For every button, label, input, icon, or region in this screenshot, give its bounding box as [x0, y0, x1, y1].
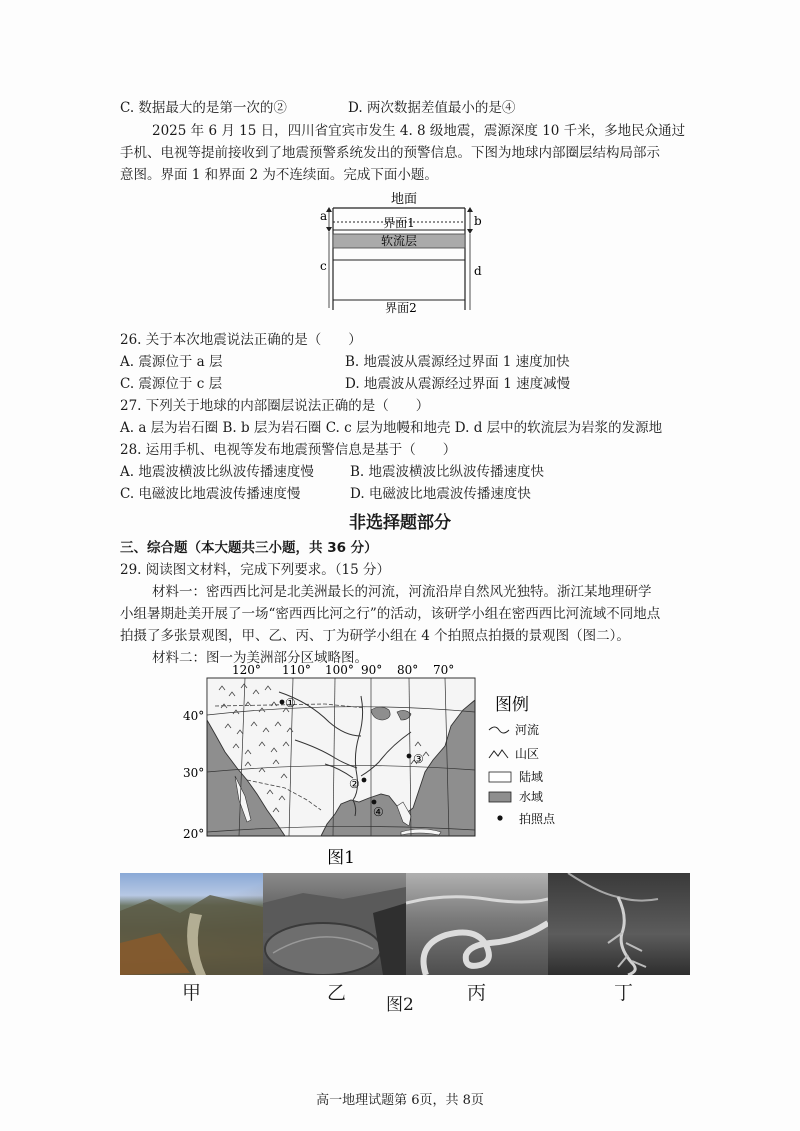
q27-stem: 27. 下列关于地球的内部圈层说法正确的是（ ）	[120, 398, 430, 414]
q28-option-b: B. 地震波横波比纵波传播速度快	[350, 464, 545, 480]
legend-land-icon	[489, 772, 511, 782]
legend-water: 水域	[519, 790, 544, 804]
lon-label-70: 70°	[433, 663, 455, 677]
lon-label-120: 120°	[232, 663, 261, 677]
label-ground: 地面	[390, 192, 418, 207]
label-asthenosphere: 软流层	[380, 234, 418, 248]
lat-label-30: 30°	[183, 766, 205, 780]
page-footer: 高一地理试题第 6页，共 8页	[316, 1093, 484, 1108]
photo-jia-scene	[120, 873, 263, 975]
photo-bing-scene	[406, 873, 548, 975]
photo-ding-scene	[548, 873, 690, 975]
q29-material1-line3: 拍摄了多张景观图，甲、乙、丙、丁为研学小组在 4 个拍照点拍摄的景观图（图二）。	[120, 628, 630, 644]
map-caption: 图1	[327, 848, 355, 868]
q29-material1-line2: 小组暑期赴美开展了一场“密西西比河之行”的活动，该研学小组在密西西比河流域不同地点	[120, 606, 661, 622]
lon-label-80: 80°	[397, 663, 419, 677]
photo-label-yi: 乙	[327, 982, 347, 1004]
q26-option-b: B. 地震波从震源经过界面 1 速度加快	[345, 354, 570, 370]
photo-bing	[406, 873, 548, 975]
q27-options: A. a 层为岩石圈 B. b 层为岩石圈 C. c 层为地幔和地壳 D. d 层中的软流层为岩浆的发源地	[120, 420, 663, 436]
photo-jia	[120, 873, 263, 975]
photo-yi	[263, 873, 406, 975]
legend-river: 河流	[515, 723, 540, 737]
q26-stem: 26. 关于本次地震说法正确的是（ ）	[120, 332, 362, 348]
q26-option-a: A. 震源位于 a 层	[120, 354, 223, 370]
option-d: D. 两次数据差值最小的是④	[348, 100, 516, 116]
q29-material2: 材料二：图一为美洲部分区域略图。	[152, 650, 368, 666]
legend-water-icon	[489, 792, 511, 802]
photo-caption: 图2	[386, 995, 414, 1015]
legend-land: 陆域	[519, 770, 544, 784]
photo-ding	[548, 873, 690, 975]
photo-point-3: ③	[413, 752, 424, 766]
legend-river-icon	[489, 727, 509, 733]
q29-material1-line1: 材料一：密西西比河是北美洲最长的河流，河流沿岸自然风光独特。浙江某地理研学	[152, 584, 652, 600]
photo-label-jia: 甲	[182, 982, 202, 1004]
legend-title: 图例	[495, 695, 529, 715]
earth-layer-diagram	[315, 188, 495, 316]
lon-label-90: 90°	[361, 663, 383, 677]
option-c: C. 数据最大的是第一次的②	[120, 100, 287, 116]
q26-option-c: C. 震源位于 c 层	[120, 376, 223, 392]
label-c: c	[320, 259, 327, 273]
q28-option-d: D. 电磁波比地震波传播速度快	[350, 486, 531, 502]
q26-option-d: D. 地震波从震源经过界面 1 速度减慢	[345, 376, 571, 392]
intro-line-1: 2025 年 6 月 15 日，四川省宜宾市发生 4. 8 级地震，震源深度 10 千米，多地民众通过	[152, 123, 686, 139]
legend-photo-point: 拍照点	[519, 812, 556, 826]
label-interface-2: 界面2	[385, 301, 417, 315]
lon-label-110: 110°	[282, 663, 311, 677]
label-b: b	[474, 214, 482, 228]
photo-label-ding: 丁	[614, 982, 634, 1004]
intro-line-2: 手机、电视等提前接收到了地震预警系统发出的预警信息。下图为地球内部圈层结构局部示	[120, 145, 660, 161]
label-a: a	[320, 209, 328, 223]
photo-yi-scene	[263, 873, 406, 975]
label-d: d	[474, 264, 482, 278]
america-map	[175, 660, 615, 868]
legend-photo-point-icon	[497, 815, 502, 820]
lat-label-40: 40°	[183, 709, 205, 723]
q28-option-c: C. 电磁波比地震波传播速度慢	[120, 486, 301, 502]
photo-point-4: ④	[373, 805, 384, 819]
label-interface-1: 界面1	[383, 216, 415, 230]
section-title: 非选择题部分	[349, 513, 451, 533]
legend-mountain: 山区	[515, 747, 540, 761]
legend-mountain-icon	[489, 750, 508, 758]
q29-stem: 29. 阅读图文材料，完成下列要求。（15 分）	[120, 562, 390, 578]
q28-stem: 28. 运用手机、电视等发布地震预警信息是基于（ ）	[120, 442, 457, 458]
lat-label-20: 20°	[183, 827, 205, 841]
photo-point-2: ②	[349, 777, 360, 791]
intro-line-3: 意图。界面 1 和界面 2 为不连续面。完成下面小题。	[120, 167, 438, 183]
photo-label-bing: 丙	[467, 982, 487, 1004]
lon-label-100: 100°	[325, 663, 354, 677]
part3-heading: 三、综合题（本大题共三小题，共 36 分）	[120, 540, 378, 556]
photo-point-1: ①	[285, 696, 296, 710]
q28-option-a: A. 地震波横波比纵波传播速度慢	[120, 464, 314, 480]
